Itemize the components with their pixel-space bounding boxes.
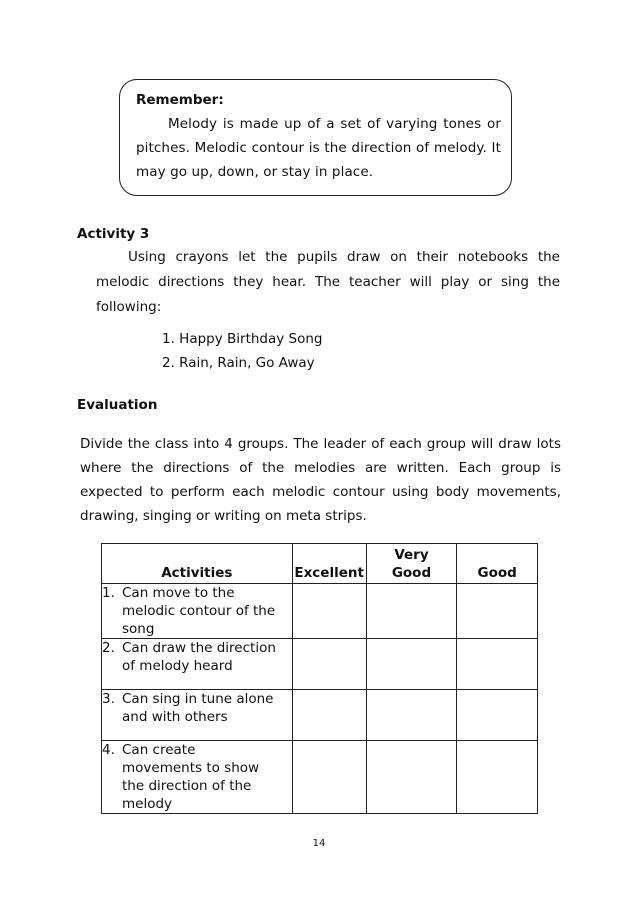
page-number: 14 <box>312 838 326 849</box>
rubric-table <box>101 543 538 814</box>
remember-body: Melody is made up of a set of varying tones or pitches. Melodic contour is the direction of melody. It may go up, down, or stay in place. <box>136 116 501 180</box>
rating-cell-excellent <box>292 690 366 741</box>
rating-cell-excellent <box>292 741 366 814</box>
rating-cell-very-good <box>366 584 457 639</box>
evaluation-text: Divide the class into 4 groups. The leader of each group will draw lots where the directions of the melodies are written. Each group is expected to perform each melodic contour using body movements, drawing, singing or writing on meta strips. <box>80 436 561 524</box>
remember-title: Remember: <box>136 92 224 108</box>
header-excellent: Excellent <box>292 544 366 584</box>
criterion-cell <box>102 741 293 814</box>
criterion-text: Can move to the melodic contour of the song <box>122 585 276 637</box>
criterion-cell <box>102 690 293 741</box>
criterion-number: 4. <box>102 742 115 758</box>
criterion-number: 1. <box>102 585 115 601</box>
list-item: 1. Happy Birthday Song <box>162 331 323 347</box>
criterion-cell <box>102 639 293 690</box>
rating-cell-very-good <box>366 639 457 690</box>
table-row <box>102 690 538 741</box>
rating-cell-good <box>457 741 538 814</box>
list-item: 2. Rain, Rain, Go Away <box>162 355 315 371</box>
song-list <box>162 327 323 375</box>
table-row <box>102 584 538 639</box>
header-very-good-label: Very Good <box>391 547 432 581</box>
activity-heading: Activity 3 <box>77 226 150 242</box>
remember-box <box>119 79 512 196</box>
criterion-text: Can draw the direction of melody heard <box>122 640 276 674</box>
rating-cell-excellent <box>292 584 366 639</box>
rating-cell-very-good <box>366 690 457 741</box>
evaluation-heading: Evaluation <box>77 397 158 413</box>
rating-cell-good <box>457 584 538 639</box>
rating-cell-very-good <box>366 741 457 814</box>
header-good: Good <box>457 544 538 584</box>
rating-cell-good <box>457 639 538 690</box>
rating-cell-excellent <box>292 639 366 690</box>
table-row <box>102 741 538 814</box>
rating-cell-good <box>457 690 538 741</box>
table-header-row <box>102 544 538 584</box>
activity-text: Using crayons let the pupils draw on their notebooks the melodic directions they hear. The teacher will play or sing the following: <box>96 249 560 315</box>
criterion-number: 3. <box>102 691 115 707</box>
criterion-text: Can create movements to show the direction of the melody <box>122 742 260 812</box>
header-activities: Activities <box>102 544 293 584</box>
criterion-number: 2. <box>102 640 115 656</box>
table-row <box>102 639 538 690</box>
criterion-text: Can sing in tune alone and with others <box>122 691 274 725</box>
criterion-cell <box>102 584 293 639</box>
header-very-good <box>366 544 457 584</box>
